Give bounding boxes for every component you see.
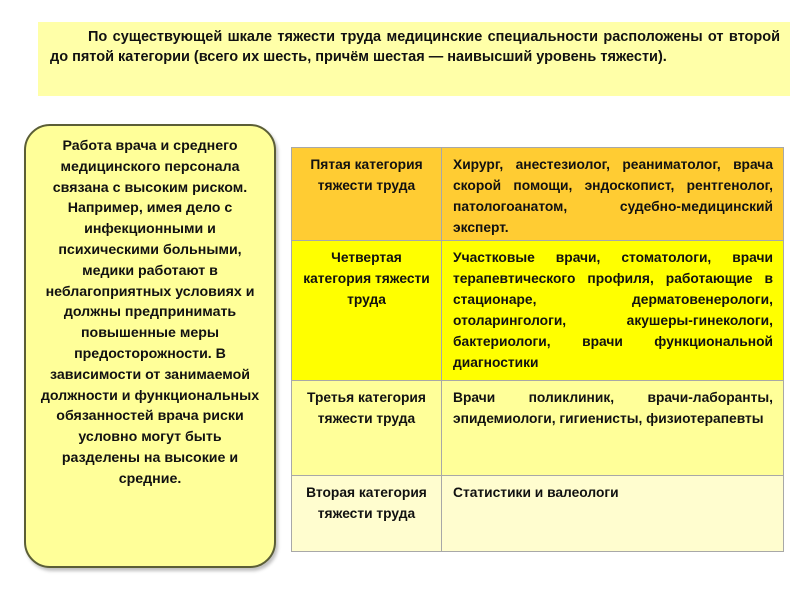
category-specialties: Статистики и валеологи [442,476,784,552]
table-row-category-2 [292,476,784,552]
risk-note-text: Работа врача и среднего медицинского персонала связана с высоким риском. Например, имея дело с инфекционными и психическими больными, медики работают в неблагоприятных условиях и должны предпринимать повышенные меры предосторожности. В зависимости от занимаемой должности и функциональных обязанностей врача риски условно могут быть разделены на высокие и средние. [40,138,260,487]
severity-categories-table [291,147,784,552]
intro-banner [38,22,790,96]
category-specialties: Хирург, анестезиолог, реаниматолог, врача скорой помощи, эндоскопист, рентгенолог, патологоанатом, судебно-медицинский эксперт. [442,148,784,241]
table-row-category-3 [292,381,784,476]
category-label: Третья категория тяжести труда [292,381,442,476]
category-label: Вторая категория тяжести труда [292,476,442,552]
category-label: Пятая категория тяжести труда [292,148,442,241]
category-label: Четвертая категория тяжести труда [292,241,442,381]
category-specialties: Участковые врачи, стоматологи, врачи терапевтического профиля, работающие в стационаре, дерматовенерологи, отоларингологи, акушеры-гинекологи, бактериологи, врачи функциональной диагностики [442,241,784,381]
risk-note-box [24,124,276,568]
table-row-category-5 [292,148,784,241]
intro-text: По существующей шкале тяжести труда медицинские специальности расположены от второй до пятой категории (всего их шесть, причём шестая — наивысший уровень тяжести). [50,29,780,65]
category-specialties: Врачи поликлиник, врачи-лаборанты, эпидемиологи, гигиенисты, физиотерапевты [442,381,784,476]
table-row-category-4 [292,241,784,381]
